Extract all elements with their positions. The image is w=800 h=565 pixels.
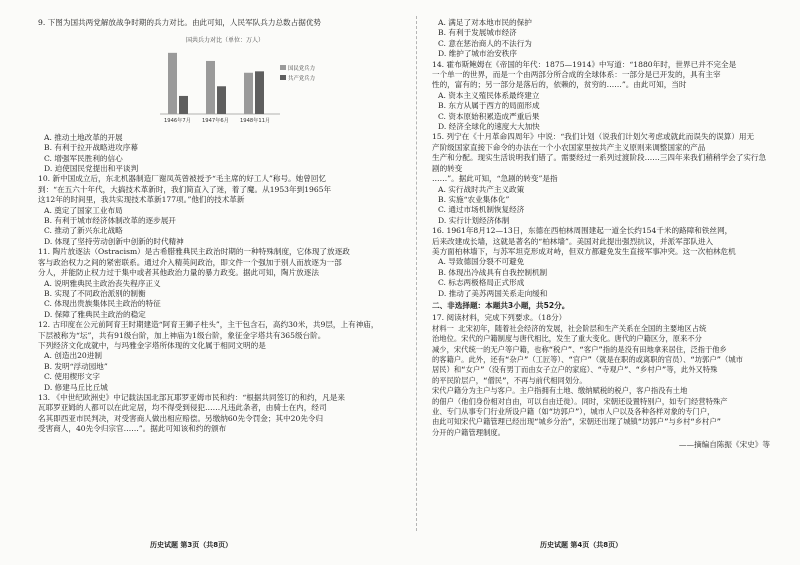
- q17-material-line: 分开的户籍管理制度。: [432, 427, 505, 437]
- x-tick-label: 1947年6月: [202, 118, 229, 125]
- q16-option-d: D. 推动了美苏两国关系走向缓和: [438, 288, 548, 298]
- q17-material-line: 的客籍户。此外，还有“杂户”（工匠等）、“官户”（就是在职的或离职的官员）、“坊郭户”（城市: [432, 355, 743, 364]
- q12-option-a: A. 创造出20进制: [44, 351, 102, 361]
- q17-material-line: 治地位。宋代的户籍制度与唐代相比，发生了重大变化。唐代的户籍区分，原来不分: [432, 334, 702, 344]
- q15-line: 产阶级国家直接下命令的办法在一个小农国家里按共产主义原则来调整国家的产品: [432, 142, 706, 152]
- q9-stem: 9. 下图为国共两党解放战争时期的兵力对比。由此可知，人民军队兵力总数占据优势: [38, 18, 322, 27]
- q13-line: 受害商人，40先令归宗官……”。据此可知该和约的颁布: [38, 424, 227, 434]
- q13-line: 13. 《中世纪欧洲史》中记载法国北部瓦耶罗亚姆市民和约：“根据共同签订的和约，凡是来: [38, 392, 345, 402]
- q12-line: 12. 古印度在公元前阿育王时期建造“阿育王狮子柱头”，主干包含石，高约30米，共9层，上有神庙，: [38, 320, 379, 330]
- q11-option-a: A. 说明雅典民主政治丧失程序正义: [44, 278, 161, 288]
- q17-material-line: 的佃户（他们身份相对自由，可以自由迁徙）。同时，宋朝还设置特别户，如专门经营特殊产: [432, 396, 728, 406]
- q12-option-d: D. 修建马丘比丘城: [44, 382, 108, 392]
- q9-option-a: A. 推动土地改革的开展: [44, 132, 123, 142]
- q13-line: 瓦耶罗亚姆的人都可以在此定居，均不得受到侵犯……凡违此条者，由骑士在内，经司: [38, 403, 327, 413]
- q13-option-c: C. 意在惩治商人的不法行为: [438, 38, 532, 48]
- q14-option-a: A. 资本主义殖民体系最终建立: [438, 90, 540, 100]
- q13-option-d: D. 维护了城市治安秩序: [438, 49, 517, 59]
- q16-option-b: B. 体现出冷战具有自我控制机制: [438, 267, 548, 277]
- q9-option-d: D. 迫使国民党提出和平谈判: [44, 164, 139, 174]
- q17-stem: 17. 阅读材料，完成下列要求。（18分）: [432, 313, 567, 323]
- q17-material-line: 由此可知宋代户籍管理已经出现“城乡分治”，宋朝还出现了城镇“坊郭户”与乡村“乡村户”: [432, 417, 722, 427]
- q12-option-b: B. 发明“浮动园地”: [44, 361, 108, 371]
- q13-line: 名其即西亚市民判决，对受害商人做出相应赔偿。另缴纳60先令罚金；其中20先令归: [38, 413, 324, 423]
- q12-line: 下列经济文化成就中，与玛雅金字塔所体现的文化属于相同文明的是: [38, 340, 266, 350]
- q15-option-d: D. 实行计划经济体制: [438, 215, 510, 225]
- q17-material-line: 宋代户籍分为主户与客户。主户指拥有土地、缴纳赋税的税户，客户指没有土地: [432, 386, 688, 396]
- bar-kmt-2: [244, 73, 253, 114]
- bar-kmt-1: [206, 61, 215, 114]
- q11-line: 分人，并能防止权力过于集中或者其他政治力量的暴力政变。据此可知，陶片放逐法: [38, 268, 319, 278]
- legend-swatch: [280, 75, 286, 80]
- q16-option-a: A. 导致德国分裂不可避免: [438, 257, 525, 267]
- q11-option-b: B. 实现了不同政治派别的制衡: [44, 288, 146, 298]
- q10-option-d: D. 体现了坚持劳动创新中创新的时代精神: [44, 236, 184, 246]
- q10-line: 到：“在五六十年代，大搞技术革新时，我们简直入了迷，着了魔。从1953年到1965年: [38, 184, 332, 194]
- chart-title: 国共兵力对比（单位：万人）: [186, 37, 265, 45]
- q11-line: 11. 陶片放逐法（Ostracism）是古希腊雅典民主政治时期的一种特殊制度，它体现了放逐政: [38, 247, 350, 257]
- q14-option-b: B. 东方从属于西方的局面形成: [438, 101, 540, 111]
- force-comparison-chart: [130, 30, 330, 126]
- q17-material-line: 业、专门从事专门行业所设户籍（如“坊郭户”），城市人户以及各种各样对象的专门户，: [432, 407, 715, 417]
- q16-line: 美方面柏林墙下，与苏军坦克形成对峙，但双方都避免发生直接军事冲突。这一次柏林危机: [432, 246, 736, 256]
- q15-line: 生产和分配。现实生活说明我们错了。需要经过一系列过渡阶段……三四年来我们稍稍学会了实行急剧的转变: [432, 153, 767, 173]
- q14-line: 一个单一的世界，而是一个由两部分所合成的全球体系：一部分是已开发的，具有主宰: [432, 70, 721, 80]
- q15-line: 15. 列宁在《十月革命四周年》中说：“我们计划（说我们计划欠考虑或就此而误失的误算）用无: [432, 132, 755, 142]
- legend-label: 共产党兵力: [288, 76, 315, 83]
- q11-line: 客与政治权力之间的紧密联系。通过介入精英间政治，即文件一个强加于别人而放逐为一部: [38, 257, 342, 267]
- legend-label: 国民党兵力: [288, 66, 315, 73]
- page-divider: [416, 16, 417, 531]
- q13-option-a: A. 满足了对本地市民的保护: [438, 18, 532, 27]
- bar-cpc-2: [255, 72, 264, 115]
- q17-material-line: 的平民阶层户，“僧民”，不再与前代相同划分。: [432, 375, 587, 385]
- q17-material-line: 减少，宋代统一的无户等户籍，也称“税户”、“客户”指的是没有田地拿来居住，泛指于他乡: [432, 344, 727, 354]
- q10-line: 10. 新中国成立后，东北机器制造厂谢凤英曾被授予“毛主席的好工人”称号。她曾回忆: [38, 174, 327, 184]
- q15-option-c: C. 通过市场机制恢复经济: [438, 205, 525, 215]
- legend-swatch: [280, 65, 286, 70]
- q10-option-c: C. 推动了新兴东北战略: [44, 226, 123, 236]
- q17-material-line: 居民）和“女户”（没有男丁而由女子立户的家庭）、“寺观户”、“乡村户”等，此外又特殊: [432, 365, 718, 375]
- footer-left: 历史试题 第3页（共8页）: [150, 541, 233, 549]
- q10-option-b: B. 有利于城市经济体制改革的逐步展开: [44, 216, 176, 226]
- q17-source: ——摘编自陈振《宋史》等: [678, 440, 770, 450]
- q16-line: 后来改建成长墙，这就是著名的“柏林墙”。美国对此提出强烈抗议，并派军部队进入: [432, 236, 714, 246]
- q16-option-c: C. 标志两极格局正式形成: [438, 278, 525, 288]
- q15-option-b: B. 实施“农业集体化”: [438, 194, 510, 204]
- q16-line: 16. 1961年8月12—13日，东德在西柏林周围建起一道全长约154千米的路障和铁丝网，: [432, 226, 733, 236]
- x-tick-label: 1946年7月: [164, 118, 191, 125]
- q9-option-c: C. 增强军民胜利的信心: [44, 153, 123, 163]
- right-page: [432, 18, 770, 451]
- left-page: [38, 18, 400, 435]
- q10-option-a: A. 奠定了国家工业布局: [44, 205, 123, 215]
- bar-kmt-0: [168, 53, 177, 114]
- q14-line: 14. 霍布斯鲍姆在《帝国的年代：1875—1914》中写道：“1880年时，世界已并不完全是: [432, 59, 737, 69]
- q14-option-c: C. 资本原始积累造成严重后果: [438, 111, 540, 121]
- q11-option-d: D. 保障了雅典民主政治的稳定: [44, 309, 146, 319]
- q15-option-a: A. 实行战时共产主义政策: [438, 184, 525, 194]
- q14-option-d: D. 经济全球化的速度大大加快: [438, 122, 540, 132]
- q13-option-b: B. 有利于发展城市经济: [438, 28, 517, 38]
- q15-line: ……”。据此可知，“急剧的转变”是指: [432, 174, 558, 184]
- bar-cpc-1: [217, 87, 226, 115]
- q11-option-c: C. 体现出贵族集体民主政治的特征: [44, 299, 161, 309]
- q12-line: 下层被称为“坛”，共有91级台阶，加上神庙为1级台阶，象征金字塔共有365级台阶。: [38, 330, 326, 340]
- x-tick-label: 1948年11月: [240, 118, 271, 125]
- q17-material-line: 材料一 北宋初年，随着社会经济的发展，社会阶层和生产关系在全国的主要地区占统: [432, 323, 707, 333]
- q9-option-b: B. 有利于拉开战略进攻序幕: [44, 143, 138, 153]
- footer-right: 历史试题 第4页（共8页）: [540, 541, 623, 549]
- q10-line: 这12年的时间里，我共实现技术革新177项。”他们的技术革新: [38, 195, 245, 205]
- bar-cpc-0: [179, 96, 188, 114]
- q14-line: 性的，富有的；另一部分是落后的，依赖的，贫穷的……”。由此可知，当时: [432, 80, 687, 90]
- section-heading-nonchoice: 二、非选择题：本题共3小题，共52分。: [432, 300, 570, 310]
- q12-option-c: C. 使用楔形文字: [44, 372, 100, 382]
